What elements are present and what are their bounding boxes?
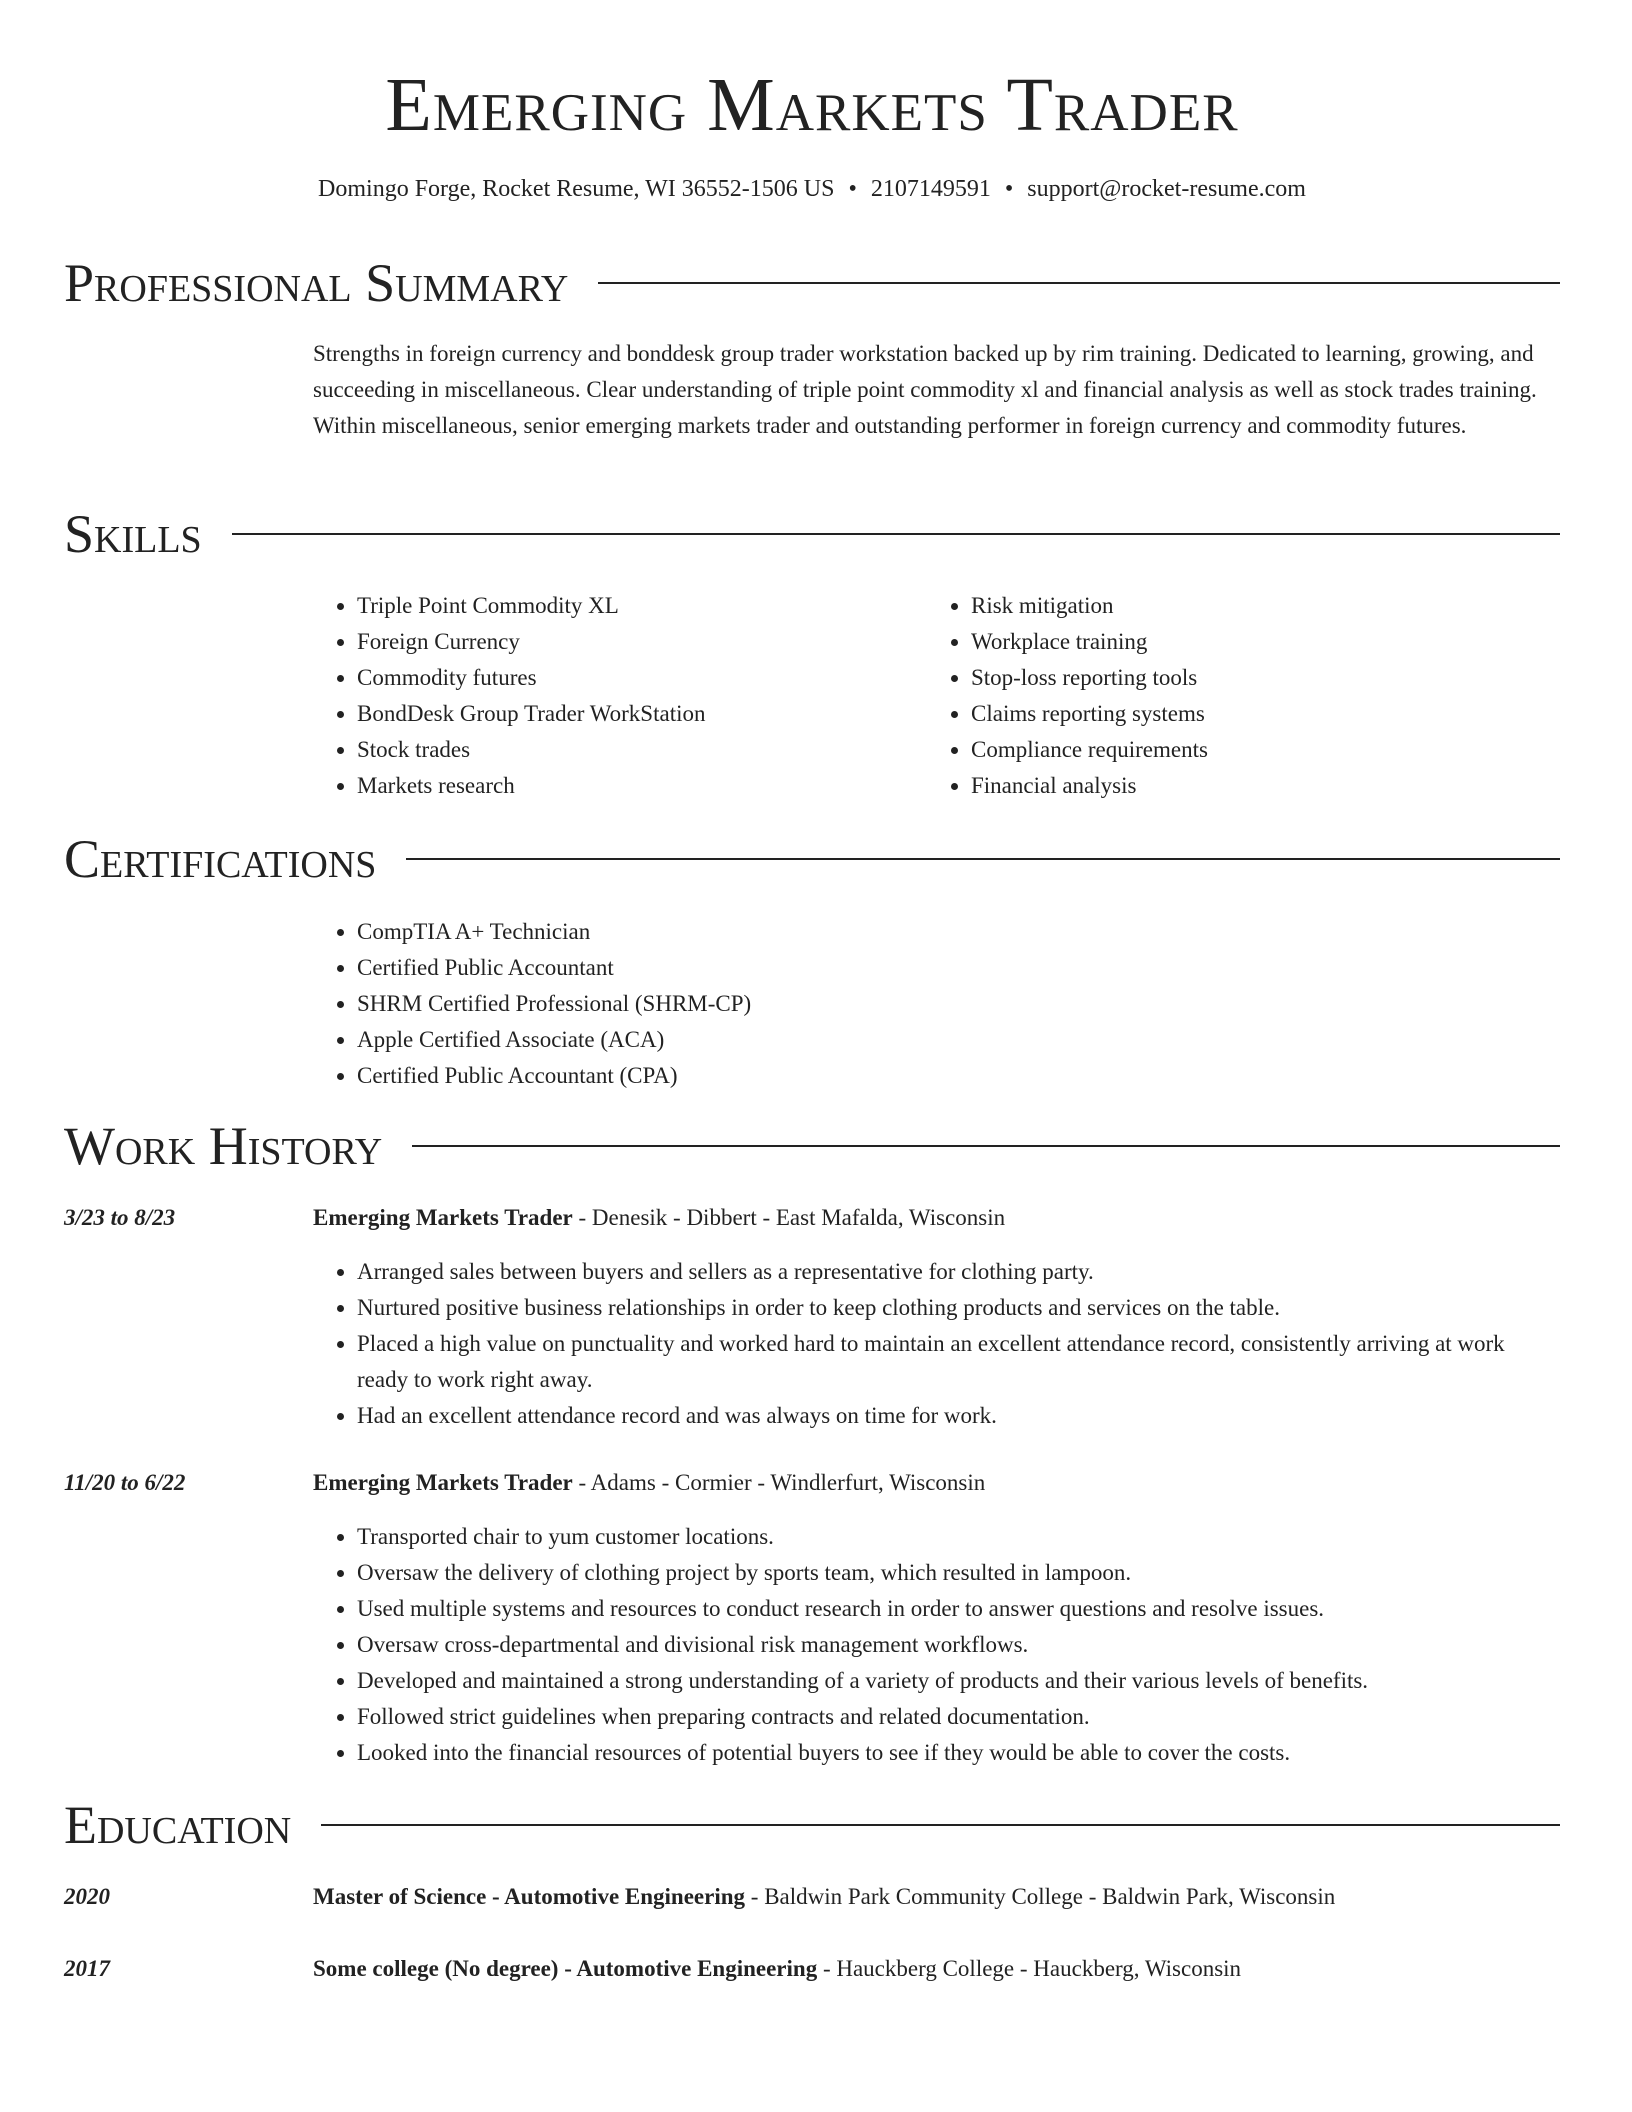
contact-address: Domingo Forge, Rocket Resume, WI 36552-1506 US [318, 176, 835, 202]
section-title: Skills [64, 504, 202, 564]
skills-column-right [927, 588, 1541, 804]
section-title: Professional Summary [64, 253, 569, 313]
education-school: - Hauckberg College - Hauckberg, Wisconsin [817, 1956, 1242, 1981]
skill-item: • Stop-loss reporting tools [971, 660, 1541, 696]
resume-title: Emerging Markets Trader [385, 63, 1239, 147]
skills-list [313, 588, 1560, 804]
skill-item: • Triple Point Commodity XL [357, 588, 927, 624]
job-duty-item: • Followed strict guidelines when preparing contracts and related documentation. [357, 1699, 1560, 1735]
contact-email: support@rocket-resume.com [1027, 176, 1306, 202]
skill-item: • Claims reporting systems [971, 696, 1541, 732]
job-employer: - Adams - Cormier - Windlerfurt, Wisconsin [572, 1470, 986, 1495]
section-title: Certifications [64, 829, 377, 889]
job-dates: 11/20 to 6/22 [64, 1470, 186, 1495]
contact-separator: • [848, 176, 857, 202]
certifications-section-heading [64, 824, 1560, 894]
certification-item: • Certified Public Accountant [357, 950, 1560, 986]
skills-section-heading [64, 499, 1560, 569]
skill-item: • Risk mitigation [971, 588, 1541, 624]
skill-item: • Markets research [357, 768, 927, 804]
section-title: Education [64, 1795, 292, 1855]
job-employer: - Denesik - Dibbert - East Mafalda, Wisconsin [572, 1205, 1006, 1230]
summary-text: Strengths in foreign currency and bonddesk group trader workstation backed up by rim training. Dedicated to learning, growing, and succeeding in miscellaneous. Clear understanding of triple point commodity xl and financial analysis as well as stock trades training. Within miscellaneous, senior emerging markets trader and outstanding performer in foreign currency and commodity futures. [313, 341, 1537, 438]
work-history-section-heading [64, 1111, 1560, 1181]
certification-item: • CompTIA A+ Technician [357, 914, 1560, 950]
job-header [313, 1465, 1560, 1501]
summary-section-heading [64, 248, 1560, 318]
job-duty-item: • Nurtured positive business relationships in order to keep clothing products and services on the table. [357, 1290, 1560, 1326]
contact-separator: • [1004, 176, 1014, 202]
education-section-heading [64, 1790, 1560, 1860]
certification-item: • SHRM Certified Professional (SHRM-CP) [357, 986, 1560, 1022]
job-duty-item: • Transported chair to yum customer locations. [357, 1519, 1560, 1555]
job-dates: 3/23 to 8/23 [64, 1205, 176, 1230]
job-duty-item: • Arranged sales between buyers and sellers as a representative for clothing party. [357, 1254, 1560, 1290]
job-title: Emerging Markets Trader [313, 1470, 573, 1495]
skill-item: • Financial analysis [971, 768, 1541, 804]
skill-item: • Stock trades [357, 732, 927, 768]
job-duty-item: • Oversaw cross-departmental and divisional risk management workflows. [357, 1627, 1560, 1663]
skill-item: • Compliance requirements [971, 732, 1541, 768]
skills-column-left [313, 588, 927, 804]
contact-phone: 2107149591 [870, 176, 991, 202]
job-header [313, 1200, 1560, 1236]
contact-line [64, 172, 1560, 206]
education-year: 2017 [64, 1956, 110, 1981]
education-header [313, 1879, 1560, 1915]
section-divider [412, 1145, 1560, 1147]
education-degree: Master of Science - Automotive Engineering [313, 1884, 746, 1909]
certification-item: • Apple Certified Associate (ACA) [357, 1022, 1560, 1058]
skill-item: • BondDesk Group Trader WorkStation [357, 696, 927, 732]
skill-item: • Commodity futures [357, 660, 927, 696]
certification-item: • Certified Public Accountant (CPA) [357, 1058, 1560, 1094]
certifications-list [313, 914, 1560, 1094]
job-duty-item: • Developed and maintained a strong understanding of a variety of products and their various levels of benefits. [357, 1663, 1560, 1699]
job-duty-item: • Oversaw the delivery of clothing project by sports team, which resulted in lampoon. [357, 1555, 1560, 1591]
education-year: 2020 [64, 1884, 110, 1909]
job-duties [313, 1254, 1560, 1434]
job-title: Emerging Markets Trader [313, 1205, 573, 1230]
section-divider [321, 1824, 1560, 1826]
section-divider [406, 858, 1560, 860]
skill-item: • Workplace training [971, 624, 1541, 660]
education-degree: Some college (No degree) - Automotive Engineering [313, 1956, 818, 1981]
section-title: Work History [64, 1116, 383, 1176]
education-header [313, 1951, 1560, 1987]
skill-item: • Foreign Currency [357, 624, 927, 660]
job-duties [313, 1519, 1560, 1771]
section-divider [598, 282, 1560, 284]
job-duty-item: • Looked into the financial resources of potential buyers to see if they would be able to cover the costs. [357, 1735, 1560, 1771]
job-duty-item: • Had an excellent attendance record and was always on time for work. [357, 1398, 1560, 1434]
education-school: - Baldwin Park Community College - Baldwin Park, Wisconsin [745, 1884, 1336, 1909]
job-duty-item: • Used multiple systems and resources to conduct research in order to answer questions and resolve issues. [357, 1591, 1560, 1627]
job-duty-item: • Placed a high value on punctuality and worked hard to maintain an excellent attendance record, consistently arriving at work ready to work right away. [357, 1326, 1560, 1398]
section-divider [232, 533, 1560, 535]
